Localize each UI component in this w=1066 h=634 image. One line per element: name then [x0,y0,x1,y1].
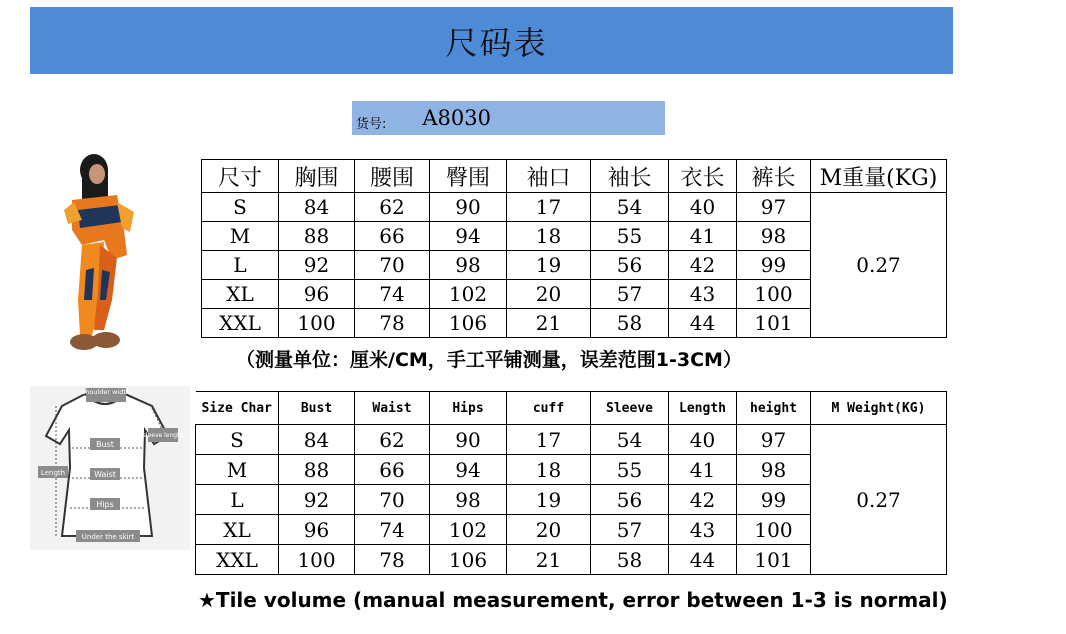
header-cell: 衣长 [669,160,737,193]
table-cell: 19 [507,485,591,515]
table-cell: 74 [355,280,430,309]
table-cell: 43 [669,515,737,545]
diagram-label-sleeve: sleeve length [142,432,184,439]
table-cell: 66 [355,455,430,485]
page-title: 尺码表 [445,23,548,62]
title-banner [30,7,953,74]
table-cell: 18 [507,222,591,251]
table-cell: 56 [591,251,669,280]
table-cell: 17 [507,193,591,222]
table-cell: 58 [591,545,669,575]
header-cell: Sleeve [591,392,669,425]
table-cell: 90 [430,193,507,222]
table-cell: 92 [279,485,355,515]
header-cell: Bust [279,392,355,425]
table-cell: 100 [737,515,811,545]
table-cell: L [196,485,279,515]
table-cell: M [202,222,279,251]
diagram-label-shoulder: shoulder width [81,388,131,396]
table-cell: 55 [591,222,669,251]
table-cell: 62 [355,193,430,222]
table-cell: 88 [279,222,355,251]
table-cell: 92 [279,251,355,280]
table-cell: 88 [279,455,355,485]
table-cell: 106 [430,309,507,338]
table-cell: 90 [430,425,507,455]
item-number-bar [352,101,665,135]
size-table-chinese [201,159,947,338]
table-cell: 78 [355,309,430,338]
diagram-label-length: Length [40,469,66,477]
table-cell: 96 [279,515,355,545]
table-cell: 74 [355,515,430,545]
table-cell: 100 [279,309,355,338]
table-cell: 57 [591,515,669,545]
table-cell: 56 [591,485,669,515]
header-cell: 胸围 [279,160,355,193]
table-cell: 54 [591,425,669,455]
table-cell: 42 [669,485,737,515]
table-cell: 97 [737,425,811,455]
header-cell: Length [669,392,737,425]
header-cell: 袖长 [591,160,669,193]
table-cell: L [202,251,279,280]
weight-cell: 0.27 [811,193,947,338]
measurement-diagram [30,386,190,550]
table-cell: 66 [355,222,430,251]
diagram-label-skirt: Under the skirt [81,533,135,541]
table-cell: 94 [430,222,507,251]
size-table-english [195,391,947,575]
table-cell: 101 [737,309,811,338]
table-cell: 102 [430,280,507,309]
table-cell: S [196,425,279,455]
table-cell: 98 [430,251,507,280]
table-cell: XL [196,515,279,545]
table-cell: 20 [507,515,591,545]
table-cell: 54 [591,193,669,222]
table-cell: 100 [279,545,355,575]
table-cell: 41 [669,222,737,251]
header-cell: 腰围 [355,160,430,193]
table-row [202,193,947,222]
table-cell: M [196,455,279,485]
table-cell: 94 [430,455,507,485]
measurement-note-english: ★Tile volume (manual measurement, error between 1-3 is normal) [198,588,948,612]
table-cell: 101 [737,545,811,575]
table-cell: XL [202,280,279,309]
table-cell: 44 [669,309,737,338]
table-cell: 98 [737,222,811,251]
table-cell: 99 [737,485,811,515]
table-cell: 70 [355,251,430,280]
header-cell: height [737,392,811,425]
table-cell: 17 [507,425,591,455]
table-header-row [196,392,947,425]
model-photo [42,150,152,358]
table-cell: 62 [355,425,430,455]
table-cell: 21 [507,545,591,575]
header-cell: Size Char [196,392,279,425]
table-cell: 99 [737,251,811,280]
header-cell: 袖口 [507,160,591,193]
item-number-value: A8030 [422,106,491,130]
table-cell: 41 [669,455,737,485]
header-cell: M Weight(KG) [811,392,947,425]
table-cell: 20 [507,280,591,309]
table-cell: 21 [507,309,591,338]
table-cell: XXL [202,309,279,338]
measurement-note-chinese: （测量单位：厘米/CM，手工平铺测量，误差范围1-3CM） [236,349,742,371]
table-cell: 40 [669,193,737,222]
table-cell: 100 [737,280,811,309]
diagram-label-waist: Waist [94,470,116,479]
diagram-label-hips: Hips [96,500,114,509]
table-cell: 19 [507,251,591,280]
table-cell: 57 [591,280,669,309]
header-cell: 臀围 [430,160,507,193]
table-cell: 40 [669,425,737,455]
table-cell: 70 [355,485,430,515]
header-cell: Waist [355,392,430,425]
table-cell: 96 [279,280,355,309]
table-row [196,425,947,455]
table-cell: 106 [430,545,507,575]
item-number-label: 货号: [356,116,387,132]
table-cell: 78 [355,545,430,575]
table-cell: S [202,193,279,222]
table-cell: 44 [669,545,737,575]
table-cell: 42 [669,251,737,280]
diagram-label-bust: Bust [96,440,114,449]
table-cell: 98 [737,455,811,485]
table-cell: XXL [196,545,279,575]
table-cell: 98 [430,485,507,515]
table-header-row [202,160,947,193]
table-cell: 102 [430,515,507,545]
header-cell: M重量(KG) [811,160,947,193]
table-cell: 97 [737,193,811,222]
header-cell: cuff [507,392,591,425]
header-cell: 尺寸 [202,160,279,193]
table-cell: 43 [669,280,737,309]
table-cell: 18 [507,455,591,485]
table-cell: 55 [591,455,669,485]
header-cell: Hips [430,392,507,425]
weight-cell: 0.27 [811,425,947,575]
table-cell: 84 [279,193,355,222]
table-cell: 84 [279,425,355,455]
table-cell: 58 [591,309,669,338]
header-cell: 裤长 [737,160,811,193]
